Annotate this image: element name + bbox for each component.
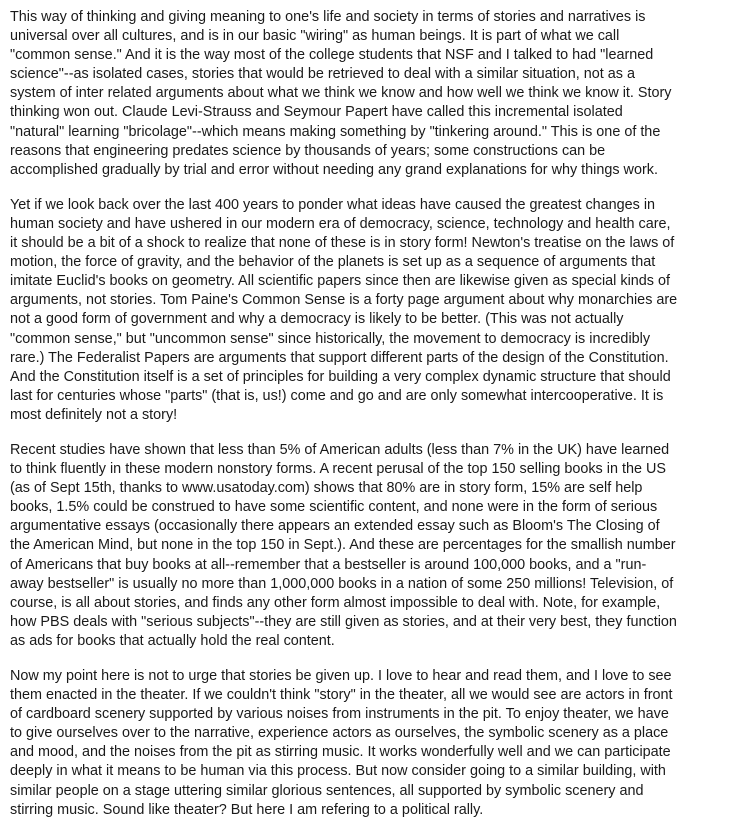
text-line: "common sense," but "uncommon sense" since historically, the movement to democracy is incredibly xyxy=(10,330,651,347)
text-line: last for centuries whose "parts" (that is, us!) come and go and are only somewhat intercooperative. It is xyxy=(10,387,664,404)
text-line: human society and have ushered in our modern era of democracy, science, technology and health care, xyxy=(10,215,671,232)
text-line: course, is all about stories, and finds any other form almost impossible to deal with. Note, for example, xyxy=(10,594,661,611)
text-line: reasons that engineering predates science by thousands of years; some constructions can be xyxy=(10,142,606,159)
text-line: stirring music. Sound like theater? But here I am refering to a political rally. xyxy=(10,801,484,818)
document-body xyxy=(10,8,725,836)
text-line: system of inter related arguments about what we think we know and how well we think we know it. Story xyxy=(10,85,672,102)
text-line: not a good form of government and why a democracy is likely to be better. (This was not actually xyxy=(10,311,624,328)
paragraph xyxy=(10,441,725,651)
text-line: (as of Sept 15th, thanks to www.usatoday.com) shows that 80% are in story form, 15% are self help xyxy=(10,480,643,497)
text-line: to give ourselves over to the narrative, experience actors as ourselves, the symbolic scenery as a place xyxy=(10,725,669,742)
text-line: away bestseller" is usually no more than 1,000,000 books in a nation of some 250 millions! Television, of xyxy=(10,575,674,592)
text-line: them enacted in the theater. If we couldn't think "story" in the theater, all we would see are actors in front xyxy=(10,687,673,704)
text-line: Recent studies have shown that less than 5% of American adults (less than 7% in the UK) have learned xyxy=(10,441,670,458)
paragraph xyxy=(10,667,725,820)
text-line: accomplished gradually by trial and error without needing any grand explanations for why things work. xyxy=(10,161,658,178)
text-line: and mood, and the noises from the pit as stirring music. It works wonderfully well and we can participate xyxy=(10,744,671,761)
text-line: as ads for books that actually hold the real content. xyxy=(10,632,335,649)
text-line: it should be a bit of a shock to realize that none of these is in story form! Newton's treatise on the laws of xyxy=(10,235,675,252)
text-line: argumentative essays (occasionally there appears an extended essay such as Bloom's The Closing of xyxy=(10,518,660,535)
text-line: deeply in what it means to be human via this process. But now consider going to a similar building, with xyxy=(10,763,666,780)
text-line: how PBS deals with "serious subjects"--they are still given as stories, and at their very best, they function xyxy=(10,613,677,630)
text-line: arguments, not stories. Tom Paine's Common Sense is a forty page argument about why monarchies are xyxy=(10,292,678,309)
paragraph xyxy=(10,196,725,425)
text-line: most definitely not a story! xyxy=(10,406,178,423)
text-line: "common sense." And it is the way most of the college students that NSF and I talked to had "learned xyxy=(10,47,654,64)
text-line: similar people on a stage uttering similar glorious sentences, all supported by symbolic scenery and xyxy=(10,782,644,799)
paragraph xyxy=(10,8,725,180)
text-line: thinking won out. Claude Levi-Strauss and Seymour Papert have called this incremental isolated xyxy=(10,104,623,121)
text-line: to think fluently in these modern nonstory forms. A recent perusal of the top 150 selling books in the US xyxy=(10,461,666,478)
text-line: Yet if we look back over the last 400 years to ponder what ideas have caused the greatest changes in xyxy=(10,196,656,213)
text-line: motion, the force of gravity, and the behavior of the planets is set up as a sequence of arguments that xyxy=(10,254,656,271)
text-line: And the Constitution itself is a set of principles for building a very complex dynamic structure that should xyxy=(10,368,671,385)
text-line: "natural" learning "bricolage"--which means making something by "tinkering around." This is one of the xyxy=(10,123,661,140)
text-line: This way of thinking and giving meaning to one's life and society in terms of stories and narratives is xyxy=(10,9,646,25)
text-line: of cardboard scenery supported by various noises from instruments in the pit. To enjoy theater, we have xyxy=(10,706,669,723)
text-line: science"--as isolated cases, stories that would be retrieved to deal with a similar situation, not as a xyxy=(10,66,636,83)
text-line: of Americans that buy books at all--remember that a bestseller is around 100,000 books, and a "run- xyxy=(10,556,647,573)
text-line: imitate Euclid's books on geometry. All scientific papers since then are likewise given as special kinds of xyxy=(10,273,670,290)
text-line: universal over all cultures, and is in our basic "wiring" as human beings. It is part of what we call xyxy=(10,28,620,45)
text-line: rare.) The Federalist Papers are arguments that support different parts of the design of the Constitution. xyxy=(10,349,669,366)
text-line: Now my point here is not to urge that stories be given up. I love to hear and read them, and I love to see xyxy=(10,668,672,684)
text-line: books, 1.5% could be construed to have some scientific content, and none were in the form of serious xyxy=(10,499,658,516)
text-line: the American Mind, but none in the top 150 in Sept.). And these are percentages for the smallish number xyxy=(10,537,676,554)
